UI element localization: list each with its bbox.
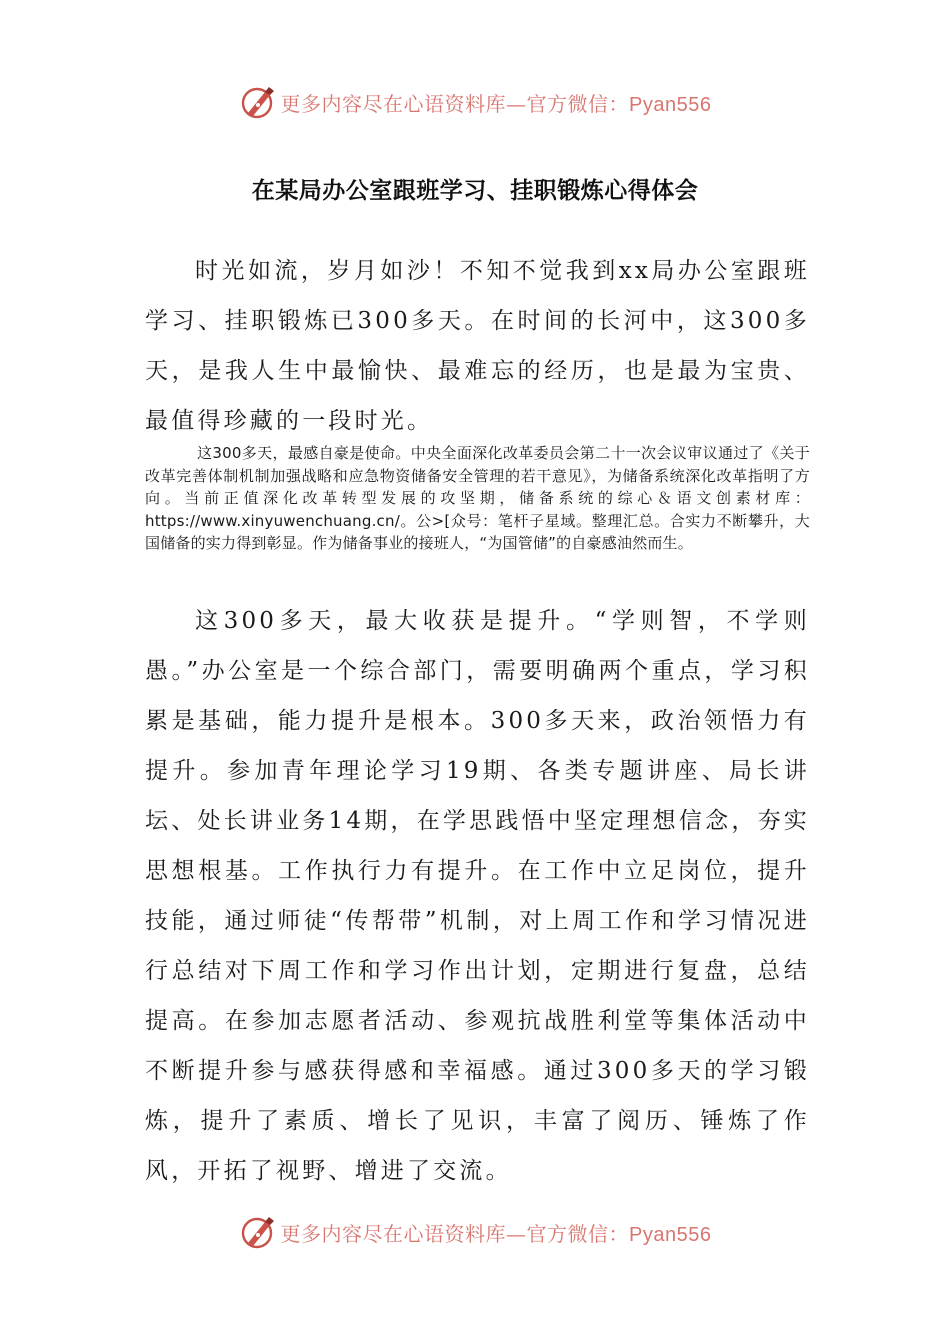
- footer-banner: [0, 1212, 950, 1252]
- pen-nib-logo-icon: [239, 1213, 277, 1251]
- header-banner-text: [281, 88, 712, 117]
- footer-banner-cn: 更多内容尽在心语资料库—官方微信：: [280, 1221, 630, 1246]
- document-title: 在某局办公室跟班学习、挂职锻炼心得体会: [251, 178, 699, 204]
- pen-nib-logo-icon: [239, 83, 277, 121]
- header-banner-cn: 更多内容尽在心语资料库—官方微信：: [280, 91, 630, 116]
- header-banner: [0, 82, 950, 122]
- paragraph-improvement: 这300多天，最大收获是提升。“学则智，不学则愚。”办公室是一个综合部门，需要明确两个重点，学习积累是基础，能力提升是根本。300多天来，政治领悟力有提升。参加青年理论学习19期、各类专题讲座、局长讲坛、处长讲业务14期，在学思践悟中坚定理想信念，夯实思想根基。工作执行力有提升。在工作中立足岗位，提升技能，通过师徒“传帮带”机制，对上周工作和学习情况进行总结对下周工作和学习作出计划，定期进行复盘，总结提高。在参加志愿者活动、参观抗战胜利堂等集体活动中不断提升参与感获得感和幸福感。通过300多天的学习锻炼，提升了素质、增长了见识，丰富了阅历、锤炼了作风，开拓了视野、增进了交流。: [145, 608, 810, 1184]
- paragraph-mission: 这300多天，最感自豪是使命。中央全面深化改革委员会第二十一次会议审议通过了《关于改革完善体制机制加强战略和应急物资储备安全管理的若干意见》，为储备系统深化改革指明了方向。当前正值深化改革转型发展的攻坚期，储备系统的综心＆语文创素材库：https://www.xinyuwenchuang.cn/。公>[众号：笔杆子星域。整理汇总。合实力不断攀升，大国储备的实力得到彰显。作为储备事业的接班人，“为国管储”的自豪感油然而生。: [145, 444, 810, 552]
- footer-banner-text: [281, 1218, 712, 1247]
- header-banner-wechat-id: Pyan556: [629, 93, 712, 116]
- paragraph-intro: 时光如流，岁月如沙！不知不觉我到xx局办公室跟班学习、挂职锻炼已300多天。在时间的长河中，这300多天，是我人生中最愉快、最难忘的经历，也是最为宝贵、最值得珍藏的一段时光。: [145, 258, 810, 434]
- footer-banner-wechat-id: Pyan556: [629, 1223, 712, 1246]
